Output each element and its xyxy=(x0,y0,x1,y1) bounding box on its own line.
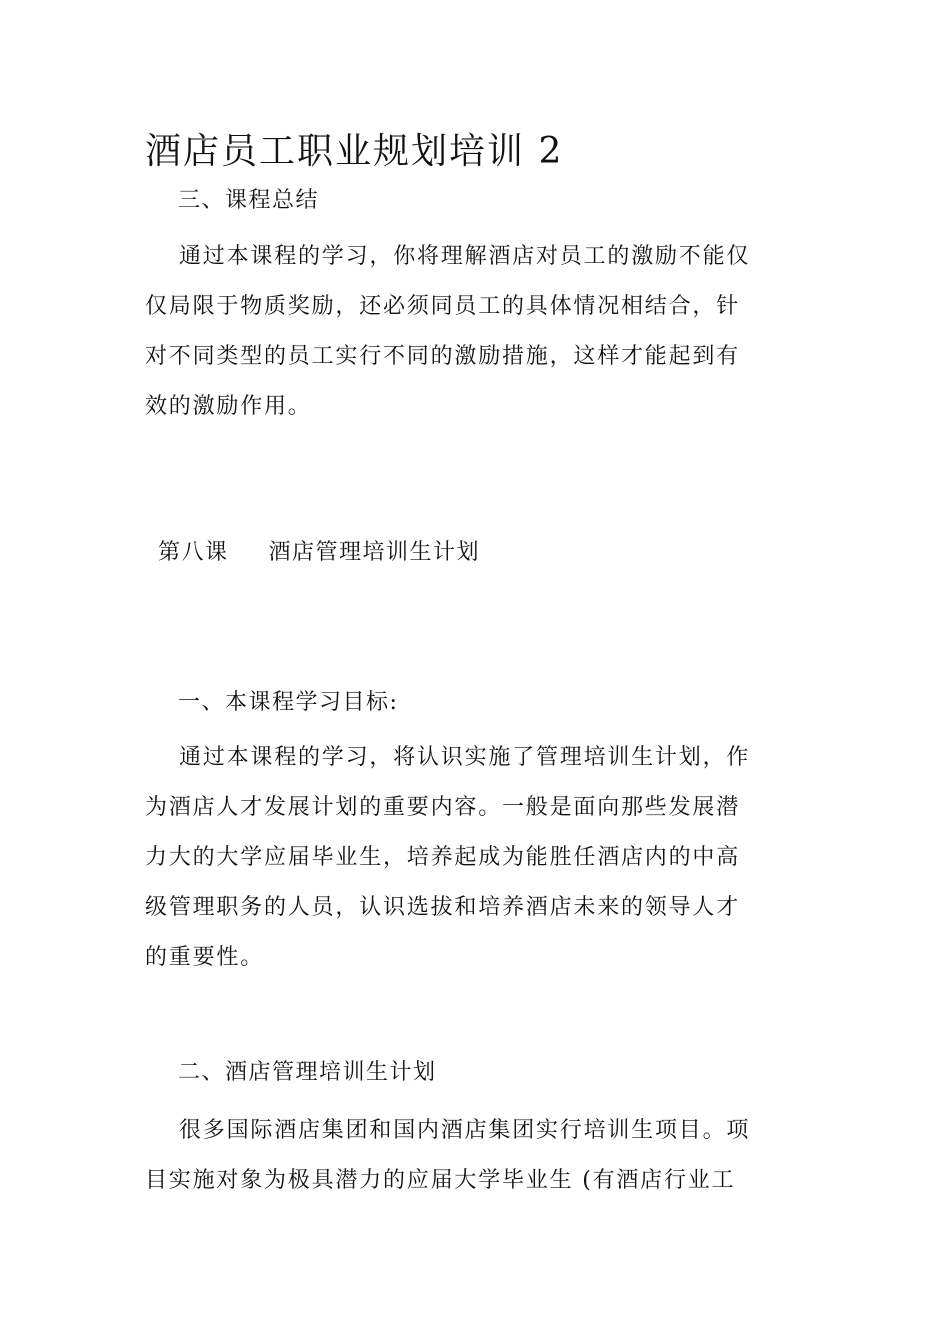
plan-heading: 二、酒店管理培训生计划 xyxy=(178,1060,437,1085)
objectives-line: 级管理职务的人员，认识选拔和培养酒店未来的领导人才 xyxy=(145,895,741,920)
summary-paragraph xyxy=(145,232,795,432)
document-title: 酒店员工职业规划培训 2 xyxy=(145,131,564,172)
summary-line: 通过本课程的学习，你将理解酒店对员工的激励不能仅 xyxy=(179,244,751,269)
plan-paragraph xyxy=(145,1106,795,1206)
summary-heading: 三、课程总结 xyxy=(178,188,320,213)
summary-line: 对不同类型的员工实行不同的激励措施，这样才能起到有 xyxy=(145,344,741,369)
objectives-line: 力大的大学应届毕业生，培养起成为能胜任酒店内的中高 xyxy=(145,845,741,870)
objectives-line: 为酒店人才发展计划的重要内容。一般是面向那些发展潜 xyxy=(145,795,741,820)
objectives-line: 的重要性。 xyxy=(145,945,265,970)
objectives-line: 通过本课程的学习，将认识实施了管理培训生计划，作 xyxy=(179,745,751,770)
lesson-heading xyxy=(158,538,480,568)
lesson-number: 第八课 xyxy=(158,540,229,565)
lesson-title: 酒店管理培训生计划 xyxy=(268,540,481,565)
summary-line: 仅局限于物质奖励，还必须同员工的具体情况相结合，针 xyxy=(145,294,741,319)
objectives-heading: 一、本课程学习目标: xyxy=(178,690,399,715)
objectives-paragraph xyxy=(145,733,795,983)
plan-line: 很多国际酒店集团和国内酒店集团实行培训生项目。项 xyxy=(179,1118,751,1143)
plan-line: 目实施对象为极具潜力的应届大学毕业生 (有酒店行业工 xyxy=(145,1168,736,1193)
summary-line: 效的激励作用。 xyxy=(145,394,312,419)
